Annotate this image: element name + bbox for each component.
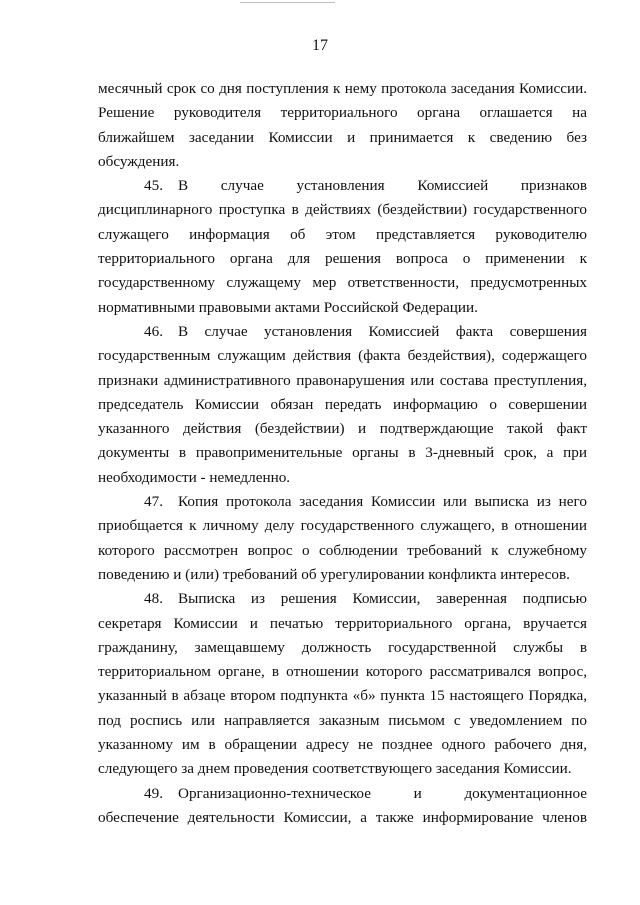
paragraph-46 xyxy=(98,320,587,490)
paragraph-47 xyxy=(98,490,587,587)
paragraph-number: 48. xyxy=(144,590,163,608)
paragraph-text: Копия протокола заседания Комиссии или выписка из него приобщается к личному делу государственного служащего, в отношении которого рассмотрен вопрос о соблюдении требований к служебному поведению и (или) требований об урегулировании конфликта интересов. xyxy=(98,493,587,583)
page-number: 17 xyxy=(312,37,328,54)
paragraph-text: Организационно-техническое и документационное обеспечение деятельности Комиссии, а также информирование членов xyxy=(98,784,587,826)
paragraph-continuation xyxy=(98,77,587,174)
paragraph-text: Выписка из решения Комиссии, заверенная подписью секретаря Комиссии и печатью территориального органа, вручается гражданину, замещавшему должность государственной службы в территориальном органе, в отношении которого рассматривался вопрос, указанный в абзаце втором подпункта «б» пункта 15 настоящего Порядка, под роспись или направляется заказным письмом с уведомлением по указанному им в обращении адресу не позднее одного рабочего дня, следующего за днем проведения соответствующего заседания Комиссии. xyxy=(98,590,587,778)
paragraph-number: 49. xyxy=(144,784,163,802)
paragraph-48 xyxy=(98,587,587,781)
paragraph-text: В случае установления Комиссией признаков дисциплинарного проступка в действиях (бездействии) государственного служащего информация об этом представляется руководителю территориального органа для решения вопроса о применении к государственному служащему мер ответственности, предусмотренных нормативными правовыми актами Российской Федерации. xyxy=(98,177,587,316)
scan-top-rule xyxy=(240,2,335,3)
paragraph-text: месячный срок со дня поступления к нему протокола заседания Комиссии. Решение руководителя территориального органа оглашается на ближайшем заседании Комиссии и принимается к сведению без обсуждения. xyxy=(98,80,587,170)
paragraph-45 xyxy=(98,174,587,320)
paragraph-text: В случае установления Комиссией факта совершения государственным служащим действия (факта бездействия), содержащего признаки административного правонарушения или состава преступления, председатель Комиссии обязан передать информацию о совершении указанного действия (бездействии) и подтверждающие такой факт документы в правоприменительные органы в 3-дневный срок, а при необходимости - немедленно. xyxy=(98,322,587,486)
paragraph-number: 45. xyxy=(144,177,163,195)
paragraph-number: 46. xyxy=(144,322,163,340)
document-body xyxy=(98,77,587,830)
paragraph-number: 47. xyxy=(144,493,163,511)
paragraph-49 xyxy=(98,782,587,831)
